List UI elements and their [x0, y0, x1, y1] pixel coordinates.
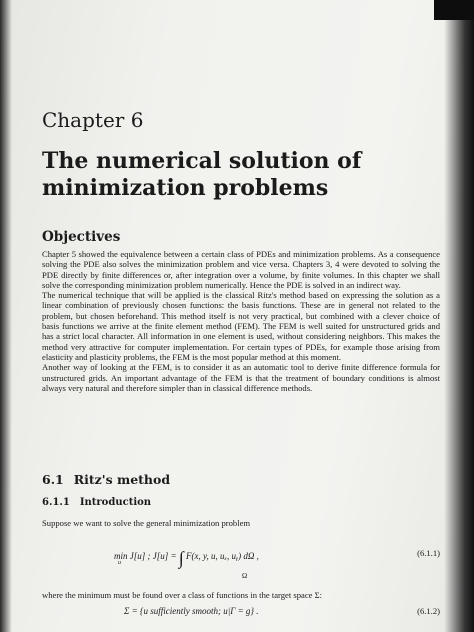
page-edge-shadow-left: [0, 0, 12, 632]
objectives-body: [42, 249, 440, 393]
equation-integrand: F(x, y, u, uₓ, uᵧ) dΩ ,: [183, 551, 259, 561]
chapter-title: [42, 148, 442, 202]
equation-6-1-1: [42, 544, 440, 580]
equation-body: Σ = {u sufficiently smooth; u|Γ = g} .: [124, 606, 259, 616]
chapter-title-line-1: The numerical solution of: [42, 148, 362, 174]
objectives-paragraph: The numerical technique that will be applied is the classical Ritz's method based on expressing the solution as a linear combination of previously chosen functions: the basis functions. These are in general not related to the problem, but chosen beforehand. This method itself is not very practical, but combined with a clever choice of basis functions we arrive at the finite element method (FEM). The FEM is well suited for unstructured grids and has a strict local character. All information in one element is used, without considering neighbors. This makes the method very attractive for computer implementation. For certain types of PDEs, for example those arising from elasticity and plasticity problems, the FEM is the most popular method at this moment.: [42, 290, 440, 362]
objectives-paragraph: Chapter 5 showed the equivalence between a certain class of PDEs and minimization problems. As a consequence solving the PDE also solves the minimization problem and vice versa. Chapters 3, 4 were devoted to solving the PDE directly by finite differences or, after integration over a volume, by finite volumes. In this chapter we shall solve the corresponding minimization problem numerically. Hence the PDE is solved in an indirect way.: [42, 249, 440, 290]
objectives-heading: Objectives: [42, 229, 121, 245]
chapter-label: Chapter 6: [42, 108, 144, 132]
section-heading: [42, 472, 170, 487]
equation-number: (6.1.2): [417, 606, 440, 616]
page-edge-shadow-right: [444, 0, 474, 632]
intro-sentence: Suppose we want to solve the general minimization problem: [42, 518, 251, 528]
section-title: Ritz's method: [73, 472, 171, 487]
subsection-title: Introduction: [79, 497, 152, 508]
scan-corner-background: [434, 0, 474, 20]
integral-domain: Ω: [242, 572, 248, 580]
equation-body: [114, 548, 259, 580]
min-subscript: u: [118, 560, 121, 566]
equation-6-1-2: [42, 606, 440, 622]
subsection-number: 6.1.1: [42, 497, 70, 508]
integral-sign: ∫: [178, 548, 184, 568]
objectives-paragraph: Another way of looking at the FEM, is to consider it as an automatic tool to derive finite difference formula for unstructured grids. An important advantage of the FEM is that the treatment of boundary conditions is almost always very natural and therefore simpler than in classical difference methods.: [42, 362, 440, 393]
equation-lhs: min J[u] ; J[u] =: [114, 551, 179, 561]
where-sentence: where the minimum must be found over a class of functions in the target space Σ:: [42, 590, 323, 600]
equation-number: (6.1.1): [417, 548, 440, 558]
subsection-heading: [42, 497, 151, 508]
chapter-title-line-2: minimization problems: [42, 175, 329, 201]
section-number: 6.1: [42, 472, 64, 487]
